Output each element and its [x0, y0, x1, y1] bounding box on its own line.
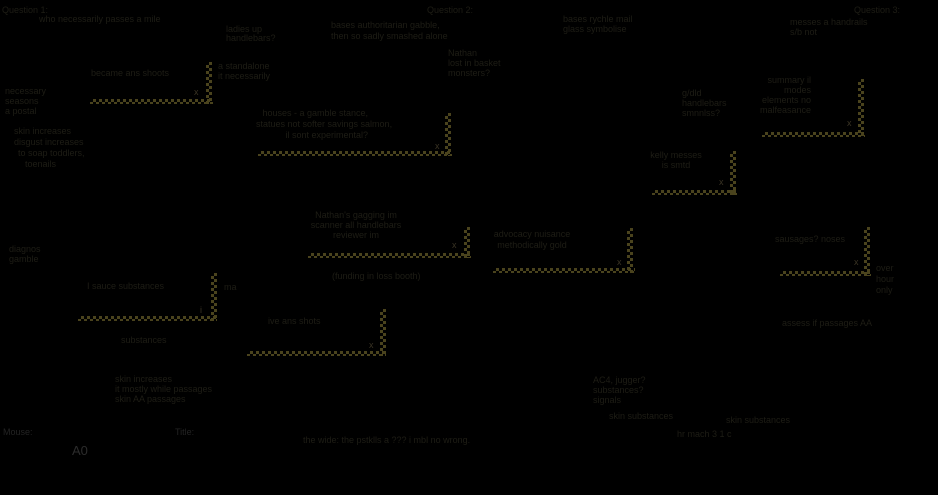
- graph-7-below-note: [782, 318, 872, 328]
- graph-9-y-axis: [730, 151, 736, 195]
- bottom-right-note-1: [593, 375, 646, 405]
- graph-2-x-label: x: [435, 141, 440, 151]
- graph-6-caption: [492, 229, 572, 251]
- caption-line: elements no: [761, 95, 811, 105]
- annotation-line: (funding in loss booth): [332, 271, 421, 281]
- graph-7-x-axis: [780, 271, 871, 276]
- graph-4-below-note: [121, 335, 167, 345]
- annotation-line: necessary: [5, 86, 47, 96]
- annotation-line: skin substances: [609, 411, 674, 421]
- annotation-line: smnnlss?: [682, 108, 721, 118]
- caption-line: il sont experimental?: [285, 130, 368, 140]
- caption-line: summary il: [767, 75, 811, 85]
- annotation-line: handlebars: [682, 98, 727, 108]
- footer-left-label: Mouse:: [3, 427, 33, 437]
- graph-9-x-axis: [652, 190, 737, 195]
- caption-line: sausages? noses: [775, 234, 846, 244]
- caption-line: became ans shoots: [91, 68, 170, 78]
- annotation-line: it necessarily: [218, 71, 271, 81]
- annotation-line: ma: [224, 282, 237, 292]
- bottom-right-note-2: [609, 411, 673, 421]
- graph-6-x-label: x: [617, 257, 622, 267]
- question-1-header: Question 1:: [2, 5, 49, 15]
- annotation-line: bases authoritarian gabble,: [331, 20, 440, 30]
- graph-4-x-axis: [78, 316, 217, 321]
- annotation-line: a postal: [5, 106, 37, 116]
- graph-2-x-axis: [258, 151, 452, 156]
- caption-line: is smtd: [661, 160, 691, 170]
- graph-1-caption: [91, 68, 169, 78]
- annotation-line: signals: [593, 395, 622, 405]
- graph-1-x-label: x: [194, 87, 199, 97]
- annotation-line: hr mach 3 1 c: [677, 429, 732, 439]
- annotation-line: a standalone: [218, 61, 270, 71]
- graph-4-side-note: [224, 282, 237, 292]
- annotation-line: bases rychle mail: [563, 14, 633, 24]
- caption-line: scanner all handlebars: [310, 220, 402, 230]
- caption-line: I sauce substances: [87, 281, 165, 291]
- question-2-header: Question 2:: [427, 5, 474, 15]
- annotation-a2: [226, 25, 276, 43]
- left-margin-note-1: [5, 86, 46, 116]
- annotation-line: substances?: [593, 385, 644, 395]
- graph-4-x-label: i: [200, 305, 202, 315]
- annotation-line: skin increases: [115, 374, 173, 384]
- annotation-a1: [39, 14, 161, 24]
- graph-3-x-axis: [308, 253, 471, 258]
- graph-4-below-note-2: [115, 374, 212, 404]
- graph-6-y-axis: [627, 228, 633, 273]
- annotation-line: toenails: [25, 159, 57, 169]
- caption-line: methodically gold: [497, 240, 567, 250]
- graph-3-caption: [300, 210, 412, 240]
- caption-line: advocacy nuisance: [493, 229, 571, 239]
- footer-title-label: Title:: [175, 427, 195, 437]
- graph-5-y-axis: [380, 309, 386, 356]
- annotation-line: disgust increases: [14, 137, 84, 147]
- caption-line: malfeasance: [759, 105, 811, 115]
- graph-9-caption: [650, 150, 702, 170]
- graph-8-y-axis: [858, 79, 864, 137]
- annotation-b2: [448, 48, 501, 78]
- graph-4-y-axis: [211, 273, 217, 321]
- annotation-line: assess if passages AA: [782, 318, 873, 328]
- graph-3-y-axis: [464, 227, 470, 258]
- graph-7-y-axis: [864, 227, 870, 276]
- annotation-line: to soap toddlers,: [18, 148, 85, 158]
- annotation-line: gamble: [9, 254, 39, 264]
- graph-5-x-label: x: [369, 340, 374, 350]
- graph-4-caption: [87, 281, 164, 291]
- bottom-right-note-4: [677, 429, 732, 439]
- caption-line: kelly messes: [650, 150, 702, 160]
- caption-line: houses - a gamble stance,: [262, 108, 368, 118]
- graph-1-side-note: [218, 61, 270, 81]
- left-margin-note-2: [14, 126, 85, 170]
- graph-7-side-note: [876, 263, 894, 296]
- graph-1-x-axis: [90, 99, 213, 104]
- graph-7-x-label: x: [854, 257, 859, 267]
- caption-line: modes: [783, 85, 811, 95]
- annotation-line: skin increases: [14, 126, 72, 136]
- graph-9-x-label: x: [719, 177, 724, 187]
- annotation-line: lost in basket: [448, 58, 501, 68]
- annotation-line: AC4, jugger?: [593, 375, 646, 385]
- annotation-line: glass symbolise: [563, 24, 627, 34]
- annotation-line: ladies up: [226, 24, 263, 34]
- graph-8-caption: [740, 75, 811, 115]
- annotation-b1: [331, 20, 448, 42]
- annotation-line: s/b not: [790, 27, 818, 37]
- graph-6-x-axis: [493, 268, 635, 273]
- caption-line: statues not softer savings salmon,: [256, 119, 393, 129]
- caption-line: ive ans shots: [268, 316, 321, 326]
- annotation-line: only: [876, 285, 893, 295]
- annotation-line: who necessarily passes a mile: [39, 14, 161, 24]
- graph-3-below-note: [332, 271, 421, 281]
- annotation-line: substances: [121, 335, 167, 345]
- graph-8-x-axis: [762, 132, 865, 137]
- graph-3-x-label: x: [452, 240, 457, 250]
- annotation-line: skin AA passages: [115, 394, 186, 404]
- annotation-line: then so sadly smashed alone: [331, 31, 448, 41]
- graph-2-caption: [256, 108, 393, 141]
- caption-line: Nathan's gagging im: [315, 210, 397, 220]
- bottom-right-note-3: [726, 415, 790, 425]
- graph-5-caption: [268, 316, 321, 326]
- annotation-line: over: [876, 263, 894, 273]
- annotation-line: skin substances: [726, 415, 791, 425]
- graph-8-x-label: x: [847, 118, 852, 128]
- annotation-line: it mostly while passages: [115, 384, 213, 394]
- graph-9-above-note: [682, 88, 727, 118]
- annotation-line: messes a handrails: [790, 17, 868, 27]
- question-3-header: Question 3:: [854, 5, 901, 15]
- graph-7-caption: [775, 234, 845, 244]
- annotation-line: diagnos: [9, 244, 41, 254]
- graph-5-x-axis: [247, 351, 386, 356]
- caption-line: reviewer im: [332, 230, 379, 240]
- graph-1-y-axis: [206, 62, 212, 104]
- left-margin-note-3: [9, 244, 41, 264]
- page-mark: A0: [72, 443, 88, 458]
- annotation-c1: [790, 17, 868, 37]
- annotation-line: seasons: [5, 96, 39, 106]
- annotation-line: Nathan: [448, 48, 478, 58]
- annotation-line: g/dld: [682, 88, 702, 98]
- annotation-line: handlebars?: [226, 33, 276, 43]
- graph-2-y-axis: [445, 113, 451, 156]
- footer-note: the wide: the pstklls a ??? i mbl no wrong.: [303, 435, 471, 445]
- annotation-line: monsters?: [448, 68, 491, 78]
- annotation-b3: [563, 14, 633, 34]
- annotation-line: hour: [876, 274, 895, 284]
